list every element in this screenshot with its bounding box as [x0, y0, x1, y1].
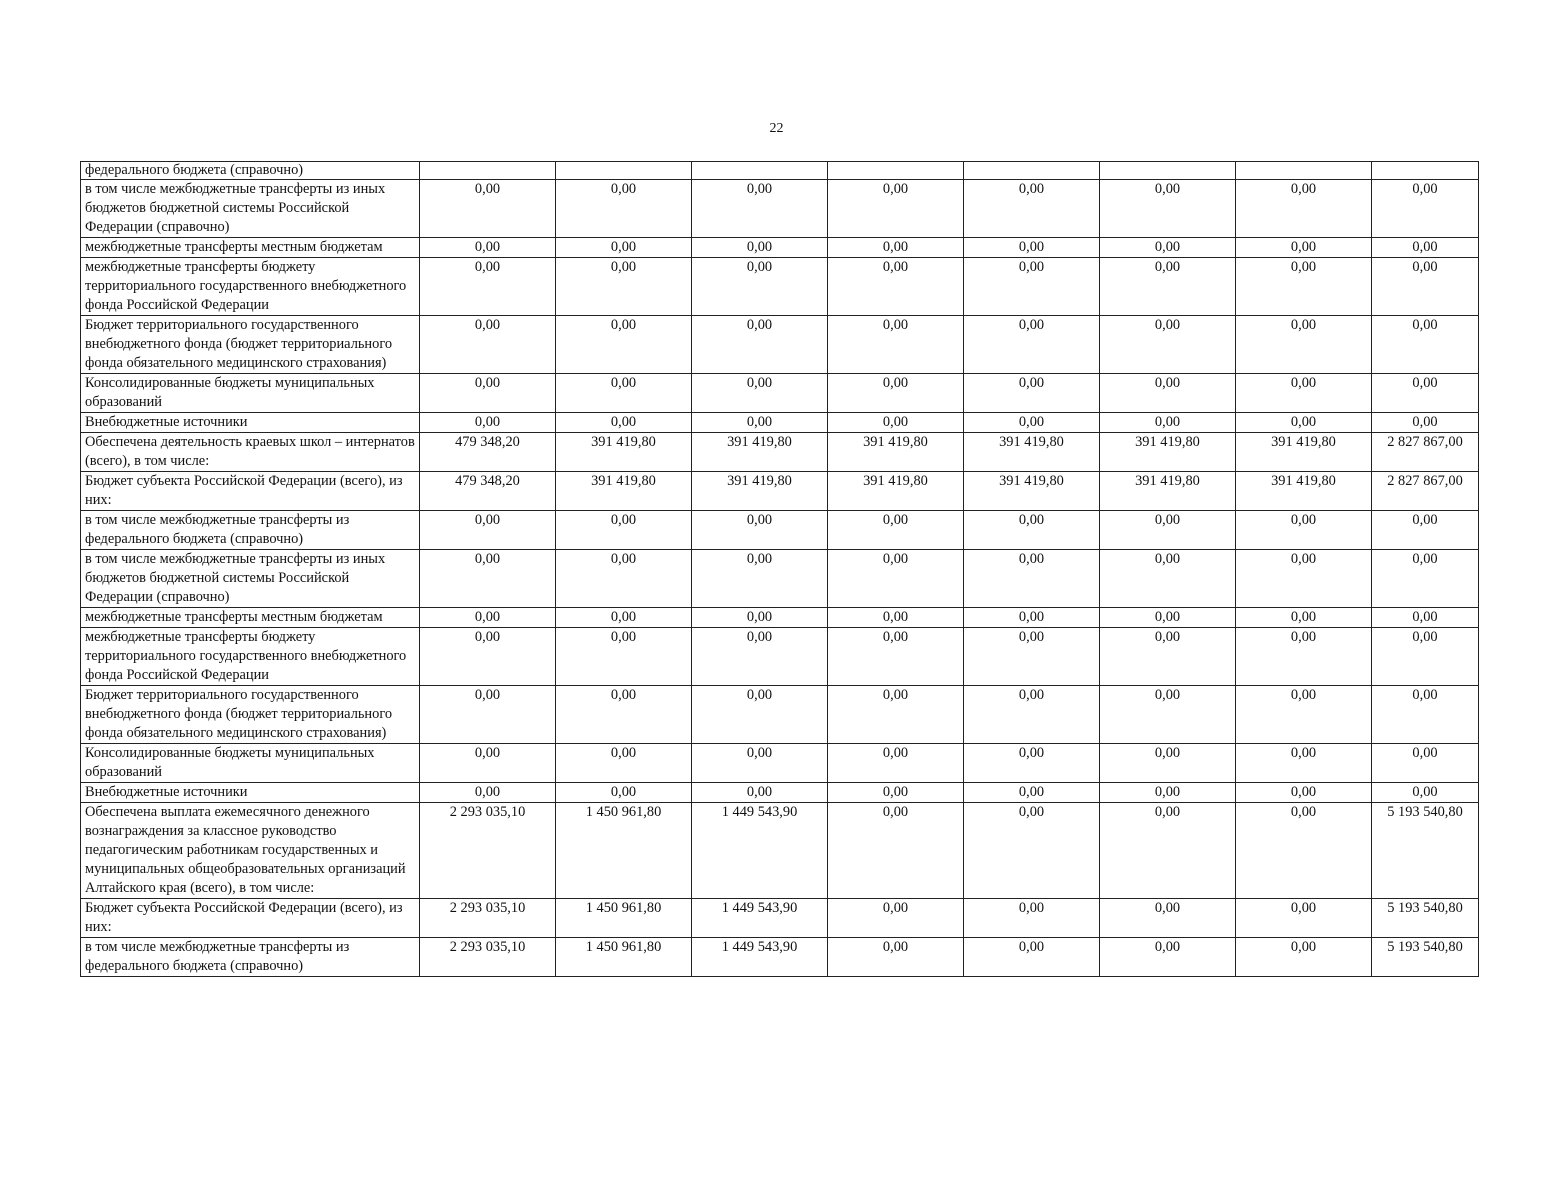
row-label: Обеспечена деятельность краевых школ – интернатов (всего), в том числе:: [81, 433, 420, 472]
value-cell: 0,00: [1100, 628, 1236, 686]
value-cell: 0,00: [692, 374, 828, 413]
value-cell: 0,00: [556, 628, 692, 686]
value-cell: 0,00: [964, 744, 1100, 783]
value-cell: 0,00: [828, 899, 964, 938]
table-row: [81, 608, 1479, 628]
table-row: [81, 899, 1479, 938]
value-cell: 0,00: [1100, 608, 1236, 628]
value-cell: 391 419,80: [556, 433, 692, 472]
budget-table: [80, 161, 1479, 977]
value-cell: 1 450 961,80: [556, 938, 692, 977]
row-label: Бюджет территориального государственного внебюджетного фонда (бюджет территориального фонда обязательного медицинского страхования): [81, 686, 420, 744]
value-cell: 0,00: [692, 686, 828, 744]
value-cell: [420, 162, 556, 180]
value-cell: 0,00: [964, 238, 1100, 258]
value-cell: 0,00: [692, 180, 828, 238]
value-cell: 0,00: [556, 180, 692, 238]
value-cell: 0,00: [1236, 374, 1372, 413]
value-cell: 0,00: [1236, 608, 1372, 628]
value-cell: 0,00: [1236, 413, 1372, 433]
value-cell: 1 449 543,90: [692, 938, 828, 977]
row-label: Внебюджетные источники: [81, 783, 420, 803]
value-cell: 0,00: [556, 686, 692, 744]
value-cell: 0,00: [420, 413, 556, 433]
value-cell: 0,00: [828, 511, 964, 550]
value-cell: 0,00: [556, 511, 692, 550]
value-cell: 0,00: [964, 608, 1100, 628]
value-cell: 391 419,80: [964, 472, 1100, 511]
total-cell: 0,00: [1372, 744, 1479, 783]
value-cell: 0,00: [692, 238, 828, 258]
value-cell: 0,00: [1100, 938, 1236, 977]
value-cell: [828, 162, 964, 180]
total-cell: 0,00: [1372, 628, 1479, 686]
value-cell: 479 348,20: [420, 472, 556, 511]
value-cell: 1 450 961,80: [556, 803, 692, 899]
value-cell: 0,00: [692, 608, 828, 628]
value-cell: 391 419,80: [692, 433, 828, 472]
table-row: [81, 238, 1479, 258]
value-cell: 391 419,80: [1100, 472, 1236, 511]
table-row: [81, 413, 1479, 433]
value-cell: 0,00: [1100, 238, 1236, 258]
value-cell: 0,00: [828, 258, 964, 316]
value-cell: 0,00: [692, 258, 828, 316]
row-label: Консолидированные бюджеты муниципальных образований: [81, 744, 420, 783]
value-cell: 0,00: [828, 803, 964, 899]
total-cell: 0,00: [1372, 783, 1479, 803]
table-row: [81, 316, 1479, 374]
value-cell: 0,00: [692, 550, 828, 608]
value-cell: 0,00: [964, 938, 1100, 977]
value-cell: 0,00: [828, 316, 964, 374]
value-cell: 0,00: [556, 783, 692, 803]
value-cell: 0,00: [964, 899, 1100, 938]
total-cell: 0,00: [1372, 238, 1479, 258]
row-label: Обеспечена выплата ежемесячного денежного вознаграждения за классное руководство педагогическим работникам государственных и муниципальных общеобразовательных организаций Алтайского края (всего), в том числе:: [81, 803, 420, 899]
value-cell: 0,00: [420, 783, 556, 803]
value-cell: 0,00: [1236, 803, 1372, 899]
value-cell: 0,00: [1100, 899, 1236, 938]
value-cell: 0,00: [692, 413, 828, 433]
value-cell: 391 419,80: [964, 433, 1100, 472]
row-label: в том числе межбюджетные трансферты из федерального бюджета (справочно): [81, 511, 420, 550]
table-row: [81, 374, 1479, 413]
value-cell: 1 449 543,90: [692, 803, 828, 899]
table-row: [81, 511, 1479, 550]
total-cell: 0,00: [1372, 413, 1479, 433]
value-cell: 0,00: [964, 803, 1100, 899]
value-cell: 391 419,80: [1236, 472, 1372, 511]
total-cell: 0,00: [1372, 550, 1479, 608]
value-cell: 1 449 543,90: [692, 899, 828, 938]
value-cell: 0,00: [1100, 258, 1236, 316]
value-cell: 2 293 035,10: [420, 803, 556, 899]
value-cell: 0,00: [556, 744, 692, 783]
table-row: [81, 938, 1479, 977]
value-cell: 0,00: [964, 550, 1100, 608]
value-cell: 0,00: [420, 686, 556, 744]
value-cell: 0,00: [964, 180, 1100, 238]
value-cell: 0,00: [1100, 783, 1236, 803]
value-cell: 2 293 035,10: [420, 938, 556, 977]
value-cell: 0,00: [1236, 899, 1372, 938]
value-cell: 0,00: [1100, 180, 1236, 238]
value-cell: 0,00: [964, 686, 1100, 744]
row-label: межбюджетные трансферты бюджету территориального государственного внебюджетного фонда Российской Федерации: [81, 628, 420, 686]
value-cell: 0,00: [692, 511, 828, 550]
row-label: федерального бюджета (справочно): [81, 162, 420, 180]
value-cell: 0,00: [828, 550, 964, 608]
value-cell: 0,00: [1100, 550, 1236, 608]
value-cell: [1100, 162, 1236, 180]
table-row: [81, 258, 1479, 316]
row-label: межбюджетные трансферты местным бюджетам: [81, 608, 420, 628]
row-label: Внебюджетные источники: [81, 413, 420, 433]
row-label: Консолидированные бюджеты муниципальных образований: [81, 374, 420, 413]
total-cell: 0,00: [1372, 511, 1479, 550]
value-cell: 0,00: [420, 238, 556, 258]
value-cell: 0,00: [420, 628, 556, 686]
total-cell: 5 193 540,80: [1372, 899, 1479, 938]
value-cell: 0,00: [556, 608, 692, 628]
total-cell: 0,00: [1372, 686, 1479, 744]
value-cell: 2 293 035,10: [420, 899, 556, 938]
value-cell: 1 450 961,80: [556, 899, 692, 938]
value-cell: 479 348,20: [420, 433, 556, 472]
value-cell: 0,00: [1100, 803, 1236, 899]
value-cell: 0,00: [1236, 511, 1372, 550]
value-cell: 0,00: [556, 413, 692, 433]
value-cell: 0,00: [964, 413, 1100, 433]
total-cell: 2 827 867,00: [1372, 433, 1479, 472]
value-cell: 0,00: [828, 413, 964, 433]
total-cell: 0,00: [1372, 374, 1479, 413]
value-cell: 0,00: [420, 180, 556, 238]
value-cell: 0,00: [1236, 686, 1372, 744]
value-cell: 0,00: [828, 938, 964, 977]
total-cell: 0,00: [1372, 180, 1479, 238]
value-cell: 0,00: [828, 744, 964, 783]
value-cell: 0,00: [964, 258, 1100, 316]
value-cell: 0,00: [1236, 628, 1372, 686]
value-cell: 0,00: [556, 238, 692, 258]
row-label: Бюджет субъекта Российской Федерации (всего), из них:: [81, 472, 420, 511]
table-row: [81, 803, 1479, 899]
value-cell: [964, 162, 1100, 180]
value-cell: 0,00: [1100, 744, 1236, 783]
value-cell: 0,00: [556, 550, 692, 608]
row-label: в том числе межбюджетные трансферты из иных бюджетов бюджетной системы Российской Федерации (справочно): [81, 180, 420, 238]
value-cell: 0,00: [1100, 413, 1236, 433]
row-label: Бюджет территориального государственного внебюджетного фонда (бюджет территориального фонда обязательного медицинского страхования): [81, 316, 420, 374]
value-cell: 0,00: [556, 374, 692, 413]
table-body: [81, 162, 1479, 977]
value-cell: 391 419,80: [828, 433, 964, 472]
table-row: [81, 783, 1479, 803]
value-cell: 0,00: [828, 628, 964, 686]
row-label: в том числе межбюджетные трансферты из федерального бюджета (справочно): [81, 938, 420, 977]
table-row: [81, 550, 1479, 608]
value-cell: [556, 162, 692, 180]
page-number: 22: [769, 121, 784, 136]
table-row: [81, 433, 1479, 472]
total-cell: 0,00: [1372, 316, 1479, 374]
table-row: [81, 628, 1479, 686]
value-cell: 0,00: [1236, 180, 1372, 238]
value-cell: 0,00: [828, 180, 964, 238]
value-cell: 0,00: [964, 783, 1100, 803]
value-cell: 0,00: [964, 316, 1100, 374]
value-cell: 0,00: [828, 374, 964, 413]
value-cell: 0,00: [1100, 374, 1236, 413]
value-cell: 391 419,80: [1100, 433, 1236, 472]
value-cell: 0,00: [1100, 511, 1236, 550]
value-cell: 391 419,80: [1236, 433, 1372, 472]
value-cell: 391 419,80: [692, 472, 828, 511]
value-cell: 0,00: [1236, 744, 1372, 783]
value-cell: 0,00: [692, 628, 828, 686]
value-cell: 391 419,80: [556, 472, 692, 511]
total-cell: 0,00: [1372, 608, 1479, 628]
value-cell: [692, 162, 828, 180]
value-cell: 0,00: [964, 374, 1100, 413]
value-cell: 0,00: [692, 316, 828, 374]
value-cell: 0,00: [420, 316, 556, 374]
value-cell: 0,00: [420, 258, 556, 316]
value-cell: 0,00: [692, 744, 828, 783]
total-cell: [1372, 162, 1479, 180]
row-label: Бюджет субъекта Российской Федерации (всего), из них:: [81, 899, 420, 938]
value-cell: 391 419,80: [828, 472, 964, 511]
value-cell: 0,00: [828, 238, 964, 258]
value-cell: 0,00: [420, 374, 556, 413]
row-label: межбюджетные трансферты бюджету территориального государственного внебюджетного фонда Российской Федерации: [81, 258, 420, 316]
value-cell: 0,00: [1100, 686, 1236, 744]
value-cell: 0,00: [420, 511, 556, 550]
value-cell: 0,00: [556, 316, 692, 374]
total-cell: 0,00: [1372, 258, 1479, 316]
value-cell: 0,00: [1236, 316, 1372, 374]
value-cell: 0,00: [1236, 550, 1372, 608]
value-cell: 0,00: [1100, 316, 1236, 374]
value-cell: 0,00: [420, 550, 556, 608]
value-cell: 0,00: [1236, 938, 1372, 977]
value-cell: 0,00: [964, 511, 1100, 550]
table-row: [81, 686, 1479, 744]
table-row: [81, 472, 1479, 511]
value-cell: 0,00: [692, 783, 828, 803]
value-cell: 0,00: [828, 608, 964, 628]
table-row: [81, 744, 1479, 783]
table-row: [81, 180, 1479, 238]
value-cell: 0,00: [1236, 238, 1372, 258]
value-cell: 0,00: [828, 783, 964, 803]
value-cell: 0,00: [828, 686, 964, 744]
total-cell: 2 827 867,00: [1372, 472, 1479, 511]
value-cell: 0,00: [420, 744, 556, 783]
value-cell: 0,00: [1236, 258, 1372, 316]
value-cell: 0,00: [1236, 783, 1372, 803]
value-cell: 0,00: [556, 258, 692, 316]
value-cell: 0,00: [964, 628, 1100, 686]
value-cell: 0,00: [420, 608, 556, 628]
total-cell: 5 193 540,80: [1372, 938, 1479, 977]
total-cell: 5 193 540,80: [1372, 803, 1479, 899]
row-label: в том числе межбюджетные трансферты из иных бюджетов бюджетной системы Российской Федерации (справочно): [81, 550, 420, 608]
value-cell: [1236, 162, 1372, 180]
row-label: межбюджетные трансферты местным бюджетам: [81, 238, 420, 258]
table-row: [81, 162, 1479, 180]
